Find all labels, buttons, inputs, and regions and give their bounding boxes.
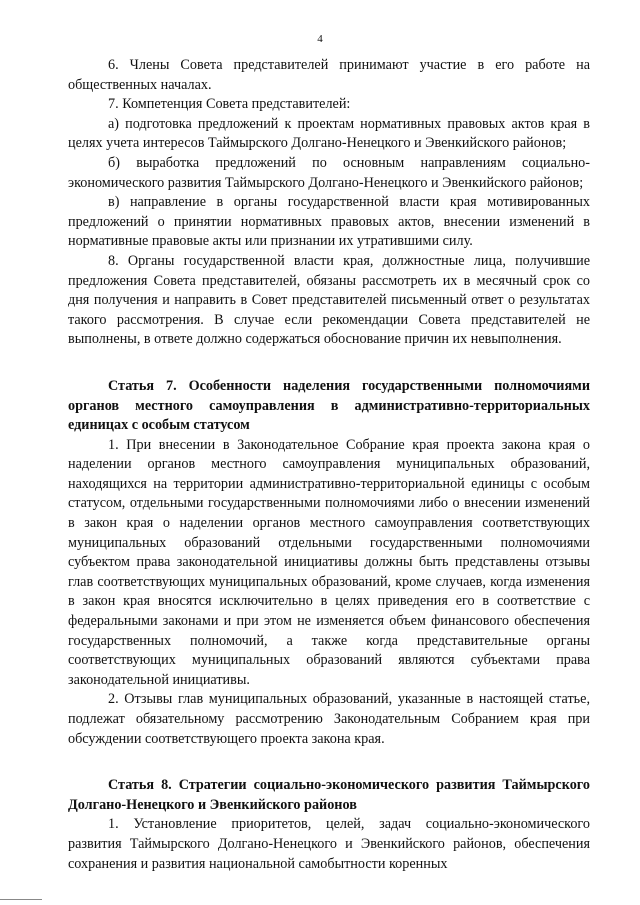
paragraph-subitem-b: б) выработка предложений по основным направлениям социально-экономического развития Таймырского Долгано-Ненецкого и Эвенкийского районов; (68, 154, 590, 191)
scan-edge-mark (0, 899, 42, 900)
article-7-paragraph-1: 1. При внесении в Законодательное Собрание края проекта закона края о наделении органов местного самоуправления муниципальных образований, находящихся на территории административно-территориальной единицы с особым статусом, отдельными государственными полномочиями либо о внесении изменений в закон края о наделении органов местного самоуправления соответствующих муниципальных образований отдельными государственными полномочиями субъектом права законодательной инициативы должны быть представлены отзывы глав соответствующих муниципальных образований, кроме случаев, когда изменения в закон края вносятся исключительно в целях приведения его в соответствие с федеральными законами и при этом не изменяется объем финансового обеспечения государственных полномочий, а также когда представительные органы соответствующих муниципальных образований являются субъектами права законодательной инициативы. (68, 436, 590, 688)
article-8-paragraph-1: 1. Установление приоритетов, целей, задач социально-экономического развития Таймырского Долгано-Ненецкого и Эвенкийского районов, обеспечения сохранения и развития национальной самобытности коренных (68, 816, 590, 872)
page-number: 4 (317, 33, 323, 45)
paragraph-subitem-a: а) подготовка предложений к проектам нормативных правовых актов края в целях учета интересов Таймырского Долгано-Ненецкого и Эвенкийского районов; (68, 115, 590, 152)
paragraph-item-7: 7. Компетенция Совета представителей: (108, 96, 351, 113)
paragraph-item-6: 6. Члены Совета представителей принимают участие в его работе на общественных началах. (68, 57, 590, 93)
paragraph-item-8: 8. Органы государственной власти края, должностные лица, получившие предложения Совета представителей, обязаны рассмотреть их в месячный срок со дня получения и направить в Совет представителей письменный ответ о результатах такого рассмотрения. В случае если рекомендации Совета представителей не выполнены, в ответе должно содержаться обоснование причин их невыполнения. (68, 252, 590, 348)
article-7-heading: Статья 7. Особенности наделения государственными полномочиями органов местного самоуправления в административно-территориальных единицах с особым статусом (68, 377, 590, 434)
article-8-heading: Статья 8. Стратегии социально-экономического развития Таймырского Долгано-Ненецкого и Эвенкийского районов (68, 777, 590, 813)
article-7-paragraph-2: 2. Отзывы глав муниципальных образований, указанные в настоящей статье, подлежат обязательному рассмотрению Законодательным Собранием края при обсуждении соответствующего проекта закона края. (68, 691, 590, 747)
document-body (68, 56, 590, 874)
paragraph-subitem-v: в) направление в органы государственной власти края мотивированных предложений о принятии нормативных правовых актов, внесении изменений в нормативные правовые акты или признании их утратившими силу. (68, 194, 590, 250)
